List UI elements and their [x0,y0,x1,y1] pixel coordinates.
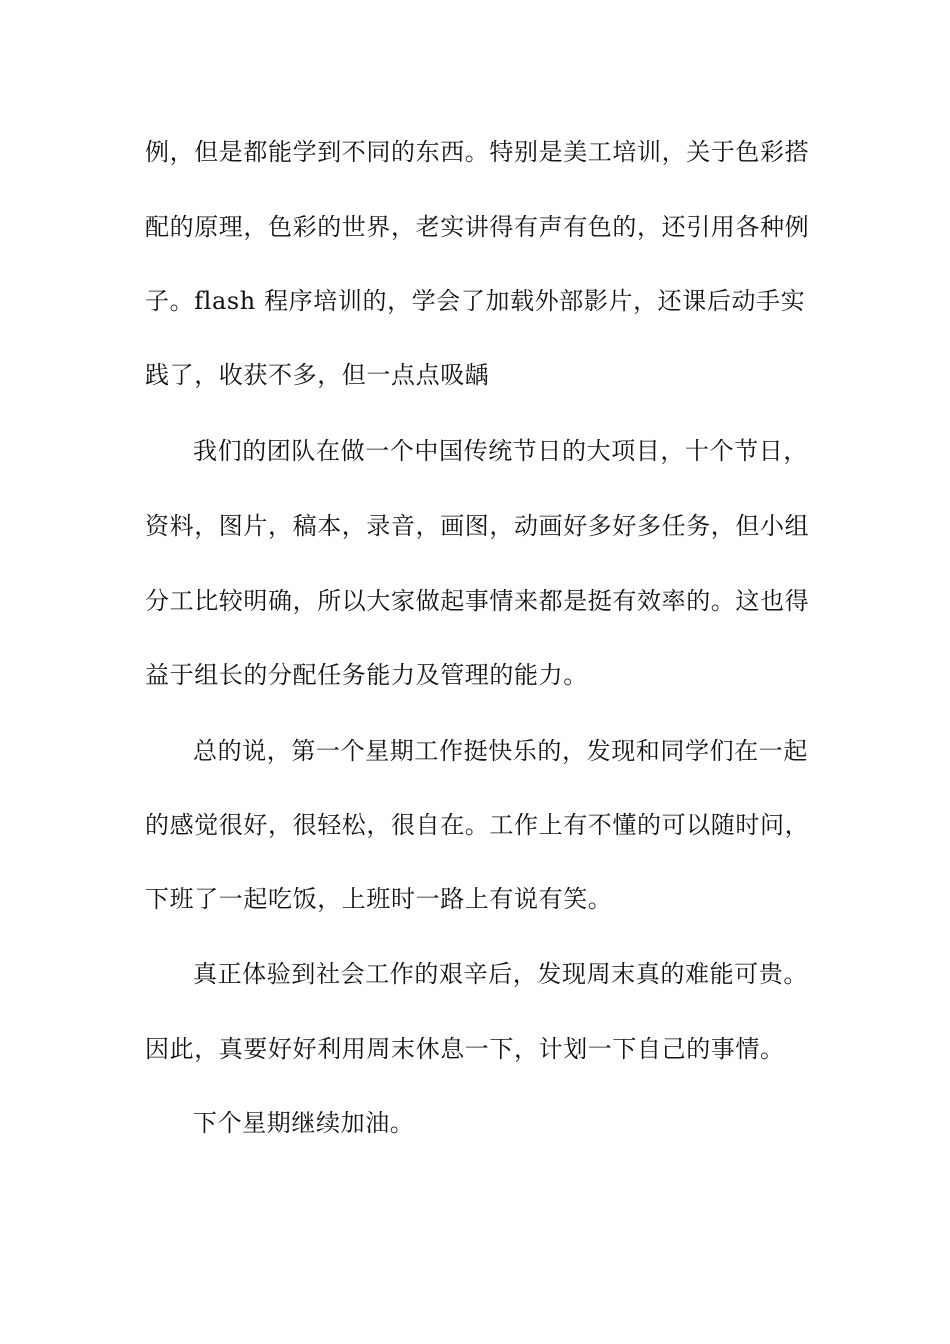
paragraph-line: 践了，收获不多，但一点点吸龋 [145,361,490,389]
paragraph-line: 子。flash 程序培训的，学会了加载外部影片，还课后动手实 [145,287,806,315]
paragraph-line: 的感觉很好，很轻松，很自在。工作上有不懂的可以随时问， [145,811,810,839]
paragraph-line: 总的说，第一个星期工作挺快乐的，发现和同学们在一起 [193,737,808,765]
paragraph-line: 分工比较明确，所以大家做起事情来都是挺有效率的。这也得 [145,587,810,615]
paragraph-line: 因此，真要好好利用周末休息一下，计划一下自己的事情。 [145,1035,785,1063]
paragraph-line: 例，但是都能学到不同的东西。特别是美工培训，关于色彩搭 [145,138,810,166]
paragraph-line: 下班了一起吃饭，上班时一路上有说有笑。 [145,885,613,913]
paragraph-line: 配的原理，色彩的世界，老实讲得有声有色的，还引用各种例 [145,213,810,241]
paragraph-line: 益于组长的分配任务能力及管理的能力。 [145,661,588,689]
paragraph-line: 真正体验到社会工作的艰辛后，发现周末真的难能可贵。 [193,960,808,988]
paragraph-line: 资料，图片，稿本，录音，画图，动画好多好多任务，但小组 [145,512,810,540]
paragraph-line: 下个星期继续加油。 [193,1109,415,1137]
paragraph-line: 我们的团队在做一个中国传统节日的大项目，十个节日， [193,437,808,465]
